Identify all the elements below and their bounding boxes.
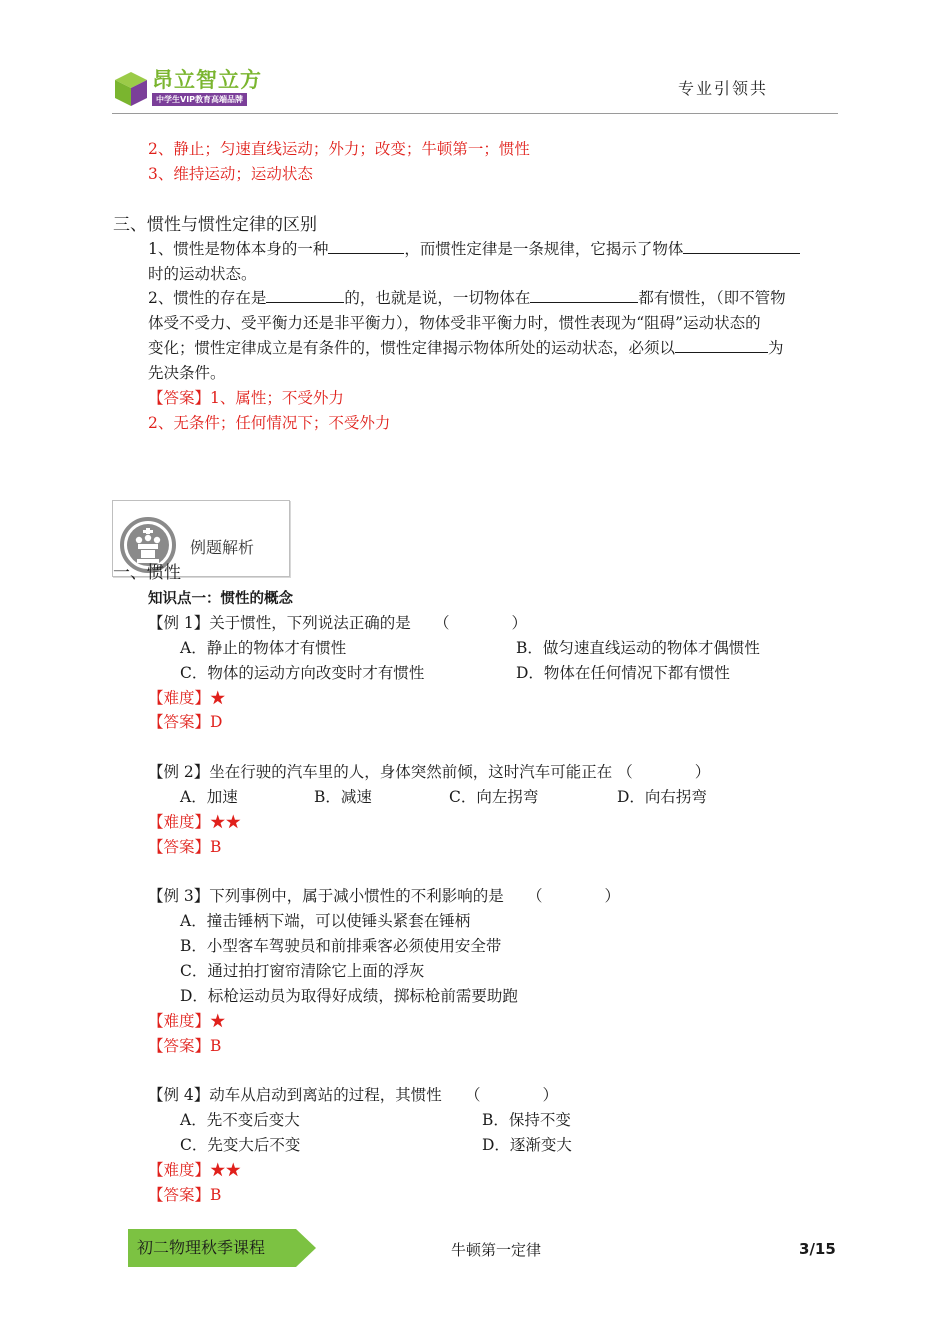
difficulty-label: 【难度】 bbox=[148, 1161, 211, 1179]
example-4-difficulty bbox=[148, 1158, 241, 1183]
question-1-line-2: 时的运动状态。 bbox=[148, 265, 257, 283]
difficulty-label: 【难度】 bbox=[148, 813, 211, 831]
difficulty-stars: ★ bbox=[210, 689, 226, 707]
example-2-option-d: D．向右拐弯 bbox=[617, 788, 707, 806]
logo-name: 昂立智立方 bbox=[152, 68, 262, 92]
example-1-option-c: C．物体的运动方向改变时才有惯性 bbox=[180, 664, 425, 682]
question-2-line-1 bbox=[148, 286, 786, 311]
answer-label: 【答案】 bbox=[148, 389, 211, 407]
logo-subtitle: 中学生VIP教育高端品牌 bbox=[152, 93, 247, 106]
example-4-option-a: A．先不变后变大 bbox=[180, 1111, 300, 1129]
example-2-option-a: A．加速 bbox=[180, 788, 238, 806]
example-4-option-c: C．先变大后不变 bbox=[180, 1136, 301, 1154]
section-title: 三、惯性与惯性定律的区别 bbox=[113, 215, 317, 235]
example-3-difficulty bbox=[148, 1009, 226, 1034]
example-4-stem: 【例 4】动车从启动到离站的过程，其惯性 （ ） bbox=[148, 1086, 559, 1104]
difficulty-stars: ★★ bbox=[210, 1161, 242, 1179]
question-2-part-a: 2、惯性的存在是 bbox=[148, 289, 267, 307]
prev-answer-3: 3、维持运动；运动状态 bbox=[148, 165, 313, 183]
example-2-option-c: C．向左拐弯 bbox=[449, 788, 539, 806]
answer-text: 1、属性；不受外力 bbox=[210, 389, 344, 407]
answer-label: 【答案】 bbox=[148, 713, 211, 731]
answer-label: 【答案】 bbox=[148, 1186, 211, 1204]
example-1-option-b: B．做匀速直线运动的物体才偶惯性 bbox=[516, 639, 760, 657]
question-2-part-e: 为 bbox=[768, 339, 784, 357]
example-4-answer bbox=[148, 1183, 221, 1208]
header-divider bbox=[112, 113, 838, 114]
example-2-option-b: B．减速 bbox=[314, 788, 372, 806]
question-1-line-1 bbox=[148, 237, 800, 262]
example-1-difficulty bbox=[148, 686, 226, 711]
example-2-difficulty bbox=[148, 810, 241, 835]
example-3-option-a: A．撞击锤柄下端，可以使锤头紧套在锤柄 bbox=[180, 912, 471, 930]
page-current: 3 bbox=[799, 1240, 810, 1258]
prev-answer-2: 2、静止；匀速直线运动；外力；改变；牛顿第一；惯性 bbox=[148, 140, 530, 158]
example-3-option-d: D．标枪运动员为取得好成绩，掷标枪前需要助跑 bbox=[180, 987, 518, 1005]
difficulty-label: 【难度】 bbox=[148, 689, 211, 707]
answer-blank bbox=[683, 238, 800, 254]
example-2-answer bbox=[148, 835, 221, 860]
header-slogan: 专业引领共 bbox=[678, 79, 769, 98]
difficulty-stars: ★★ bbox=[210, 813, 242, 831]
example-1-stem: 【例 1】关于惯性，下列说法正确的是 （ ） bbox=[148, 614, 528, 632]
question-2-line-3 bbox=[148, 336, 784, 361]
question-2-line-4: 先决条件。 bbox=[148, 364, 226, 382]
section3-answer-2: 2、无条件；任何情况下；不受外力 bbox=[148, 414, 391, 432]
answer-value: B bbox=[210, 1186, 222, 1204]
example-3-option-b: B．小型客车驾驶员和前排乘客必须使用安全带 bbox=[180, 937, 502, 955]
answer-value: B bbox=[210, 1037, 222, 1055]
footer-chapter: 牛顿第一定律 bbox=[451, 1241, 542, 1259]
logo-cube-icon bbox=[112, 70, 150, 108]
answer-label: 【答案】 bbox=[148, 838, 211, 856]
question-1-part-a: 1、惯性是物体本身的一种 bbox=[148, 240, 329, 258]
example-box-label: 例题解析 bbox=[190, 538, 255, 557]
example-4-option-d: D．逐渐变大 bbox=[482, 1136, 572, 1154]
example-3-option-c: C．通过拍打窗帘清除它上面的浮灰 bbox=[180, 962, 425, 980]
question-2-part-b: 的，也就是说，一切物体在 bbox=[344, 289, 531, 307]
section3-answer-1 bbox=[148, 386, 344, 411]
answer-value: B bbox=[210, 838, 222, 856]
answer-blank bbox=[266, 287, 344, 303]
answer-blank bbox=[675, 337, 768, 353]
question-2-part-d: 变化；惯性定律成立是有条件的，惯性定律揭示物体所处的运动状态，必须以 bbox=[148, 339, 676, 357]
heading-clip bbox=[113, 563, 233, 583]
footer bbox=[0, 1225, 950, 1275]
example-4-option-b: B．保持不变 bbox=[482, 1111, 571, 1129]
page-number bbox=[799, 1238, 836, 1260]
answer-blank bbox=[530, 287, 638, 303]
knowledge-point-title: 知识点一：惯性的概念 bbox=[148, 591, 293, 607]
example-1-option-a: A．静止的物体才有惯性 bbox=[180, 639, 347, 657]
difficulty-stars: ★ bbox=[210, 1012, 226, 1030]
answer-value: D bbox=[210, 713, 223, 731]
answer-label: 【答案】 bbox=[148, 1037, 211, 1055]
footer-course: 初二物理秋季课程 bbox=[137, 1238, 266, 1257]
question-2-part-c: 都有惯性，（即不管物 bbox=[638, 289, 786, 307]
difficulty-label: 【难度】 bbox=[148, 1012, 211, 1030]
example-3-stem: 【例 3】下列事例中，属于减小惯性的不利影响的是 （ ） bbox=[148, 887, 621, 905]
partial-heading: 一、惯性 bbox=[113, 563, 181, 583]
question-2-line-2: 体受不受力、受平衡力还是非平衡力），物体受非平衡力时，惯性表现为“阻碍”运动状态的 bbox=[148, 314, 761, 332]
example-2-stem: 【例 2】坐在行驶的汽车里的人，身体突然前倾，这时汽车可能正在 （ ） bbox=[148, 763, 711, 781]
page-total: /15 bbox=[809, 1240, 836, 1258]
example-1-answer bbox=[148, 710, 222, 735]
question-1-part-b: ，而惯性定律是一条规律，它揭示了物体 bbox=[404, 240, 684, 258]
example-1-option-d: D．物体在任何情况下都有惯性 bbox=[516, 664, 730, 682]
answer-blank bbox=[328, 238, 404, 254]
example-3-answer bbox=[148, 1034, 221, 1059]
header bbox=[0, 0, 950, 120]
